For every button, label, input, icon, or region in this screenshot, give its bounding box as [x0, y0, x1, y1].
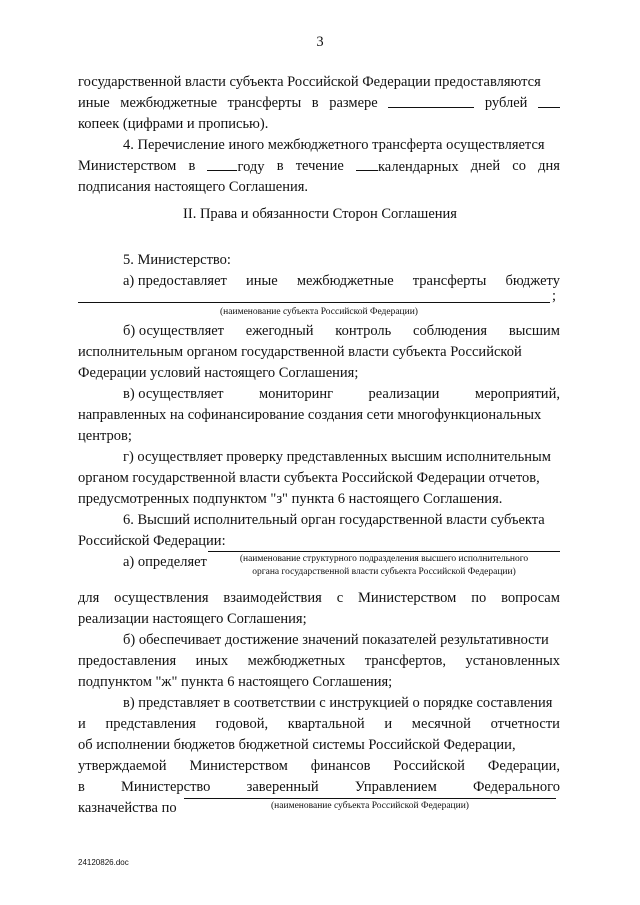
word: рублей [484, 95, 528, 111]
paragraph-block-2 [78, 250, 560, 292]
text-line-justified [78, 588, 560, 609]
word: утверждаемой [78, 758, 167, 774]
department-name-underline [208, 551, 560, 552]
word: реализации [368, 386, 440, 402]
field-caption: (наименование субъекта Российской Федерации) [271, 801, 469, 811]
text-line: подпунктом "ж" пункта 6 настоящего Соглашения; [78, 674, 393, 690]
text-line: Федерации условий настоящего Соглашения; [78, 365, 359, 381]
word: мониторинг [258, 386, 334, 402]
text-line: направленных на софинансирование создания сети многофункциональных [78, 407, 542, 423]
word: Федерации, [487, 758, 560, 774]
paragraph-block-3 [78, 588, 560, 819]
word: бюджету [505, 273, 560, 289]
word: б) осуществляет [123, 323, 225, 339]
word: Управлением [354, 779, 437, 795]
word: отчетности [490, 716, 560, 732]
text-line: Российской Федерации: [78, 533, 226, 549]
word: трансфертов, [364, 653, 447, 669]
word: с [336, 590, 344, 606]
word: иных [195, 653, 229, 669]
word: и [384, 716, 393, 732]
word: казначейства по [78, 800, 177, 816]
year-blank [207, 156, 237, 171]
paragraph-block-2b [78, 321, 560, 573]
semicolon: ; [552, 288, 557, 304]
text-line: б) обеспечивает достижение значений показателей результативности [123, 632, 549, 648]
word: течение [295, 158, 344, 174]
text-line: 4. Перечисление иного межбюджетного трансферта осуществляется [123, 137, 545, 153]
section-heading: II. Права и обязанности Сторон Соглашения [183, 206, 457, 222]
word: межбюджетные [120, 95, 218, 111]
word: предоставления [78, 653, 177, 669]
word: месячной [411, 716, 471, 732]
word: годовой, [215, 716, 269, 732]
word: Министерство [121, 779, 211, 795]
word: представления [105, 716, 196, 732]
word: Министерством [358, 590, 457, 606]
word: в) осуществляет [123, 386, 224, 402]
paragraph-block-1 [78, 72, 560, 198]
word: высшим [508, 323, 560, 339]
word: соблюдения [413, 323, 488, 339]
text-line: государственной власти субъекта Российской Федерации предоставляются [78, 74, 541, 90]
word: в [311, 95, 319, 111]
word: Министерством [189, 758, 288, 774]
field-caption: органа государственной власти субъекта Российской Федерации) [252, 567, 516, 577]
text-line: подписания настоящего Соглашения. [78, 179, 309, 195]
word: квартальной [287, 716, 365, 732]
word: иные [245, 273, 278, 289]
text-line-justified [78, 384, 560, 405]
text-line-justified [78, 93, 560, 114]
text-line-justified [78, 271, 560, 292]
word: для [78, 590, 100, 606]
file-name-footer: 24120826.doc [78, 858, 129, 867]
word: а) определяет [123, 554, 207, 570]
treasury-subject-underline [184, 798, 556, 799]
text-line: 5. Министерство: [123, 252, 231, 268]
kopeck-blank [538, 93, 560, 108]
subject-name-underline [78, 302, 550, 303]
text-line: реализации настоящего Соглашения; [78, 611, 307, 627]
text-line: в) представляет в соответствии с инструкцией о порядке составления [123, 695, 553, 711]
text-line: 6. Высший исполнительный орган государственной власти субъекта [123, 512, 545, 528]
text-line-justified [78, 714, 560, 735]
word: межбюджетных [247, 653, 346, 669]
word: мероприятий, [474, 386, 560, 402]
field-caption: (наименование структурного подразделения высшего исполнительного [239, 554, 529, 564]
text-line-justified [78, 777, 560, 798]
text-line: органом государственной власти субъекта Российской Федерации отчетов, [78, 470, 540, 486]
word: календарных [377, 159, 459, 175]
word: размере [329, 95, 378, 111]
word: дня [538, 158, 560, 174]
word: и [78, 716, 86, 732]
word: заверенный [246, 779, 319, 795]
word: ежегодный [245, 323, 314, 339]
word: году [237, 159, 265, 175]
page-number: 3 [316, 34, 324, 50]
word: осуществления [114, 590, 209, 606]
word: в [78, 779, 85, 795]
word: иные [78, 95, 110, 111]
text-line-justified [78, 156, 560, 177]
amount-blank [388, 93, 474, 108]
word: в [188, 158, 196, 174]
word: Министерством [78, 158, 177, 174]
text-line: исполнительным органом государственной власти субъекта Российской [78, 344, 522, 360]
word: контроль [335, 323, 392, 339]
word: межбюджетные [296, 273, 394, 289]
word: дней [470, 158, 501, 174]
word: со [512, 158, 526, 174]
text-line-justified [78, 651, 560, 672]
word: вопросам [501, 590, 560, 606]
days-blank [356, 156, 378, 171]
word: трансферты [227, 95, 302, 111]
word: взаимодействия [223, 590, 322, 606]
word: по [471, 590, 487, 606]
text-line: предусмотренных подпунктом "з" пункта 6 настоящего Соглашения. [78, 491, 503, 507]
text-line-justified [78, 321, 560, 342]
word: трансферты [412, 273, 487, 289]
word: установленных [465, 653, 560, 669]
text-line: г) осуществляет проверку представленных высшим исполнительным [123, 449, 551, 465]
word: финансов [310, 758, 371, 774]
text-line: копеек (цифрами и прописью). [78, 116, 269, 132]
text-line: об исполнении бюджетов бюджетной системы Российской Федерации, [78, 737, 516, 753]
word: Федерального [472, 779, 560, 795]
word: в [276, 158, 284, 174]
field-caption: (наименование субъекта Российской Федерации) [220, 307, 418, 317]
word: а) предоставляет [123, 273, 227, 289]
text-line-justified [78, 756, 560, 777]
word: Российской [393, 758, 465, 774]
text-line: центров; [78, 428, 132, 444]
